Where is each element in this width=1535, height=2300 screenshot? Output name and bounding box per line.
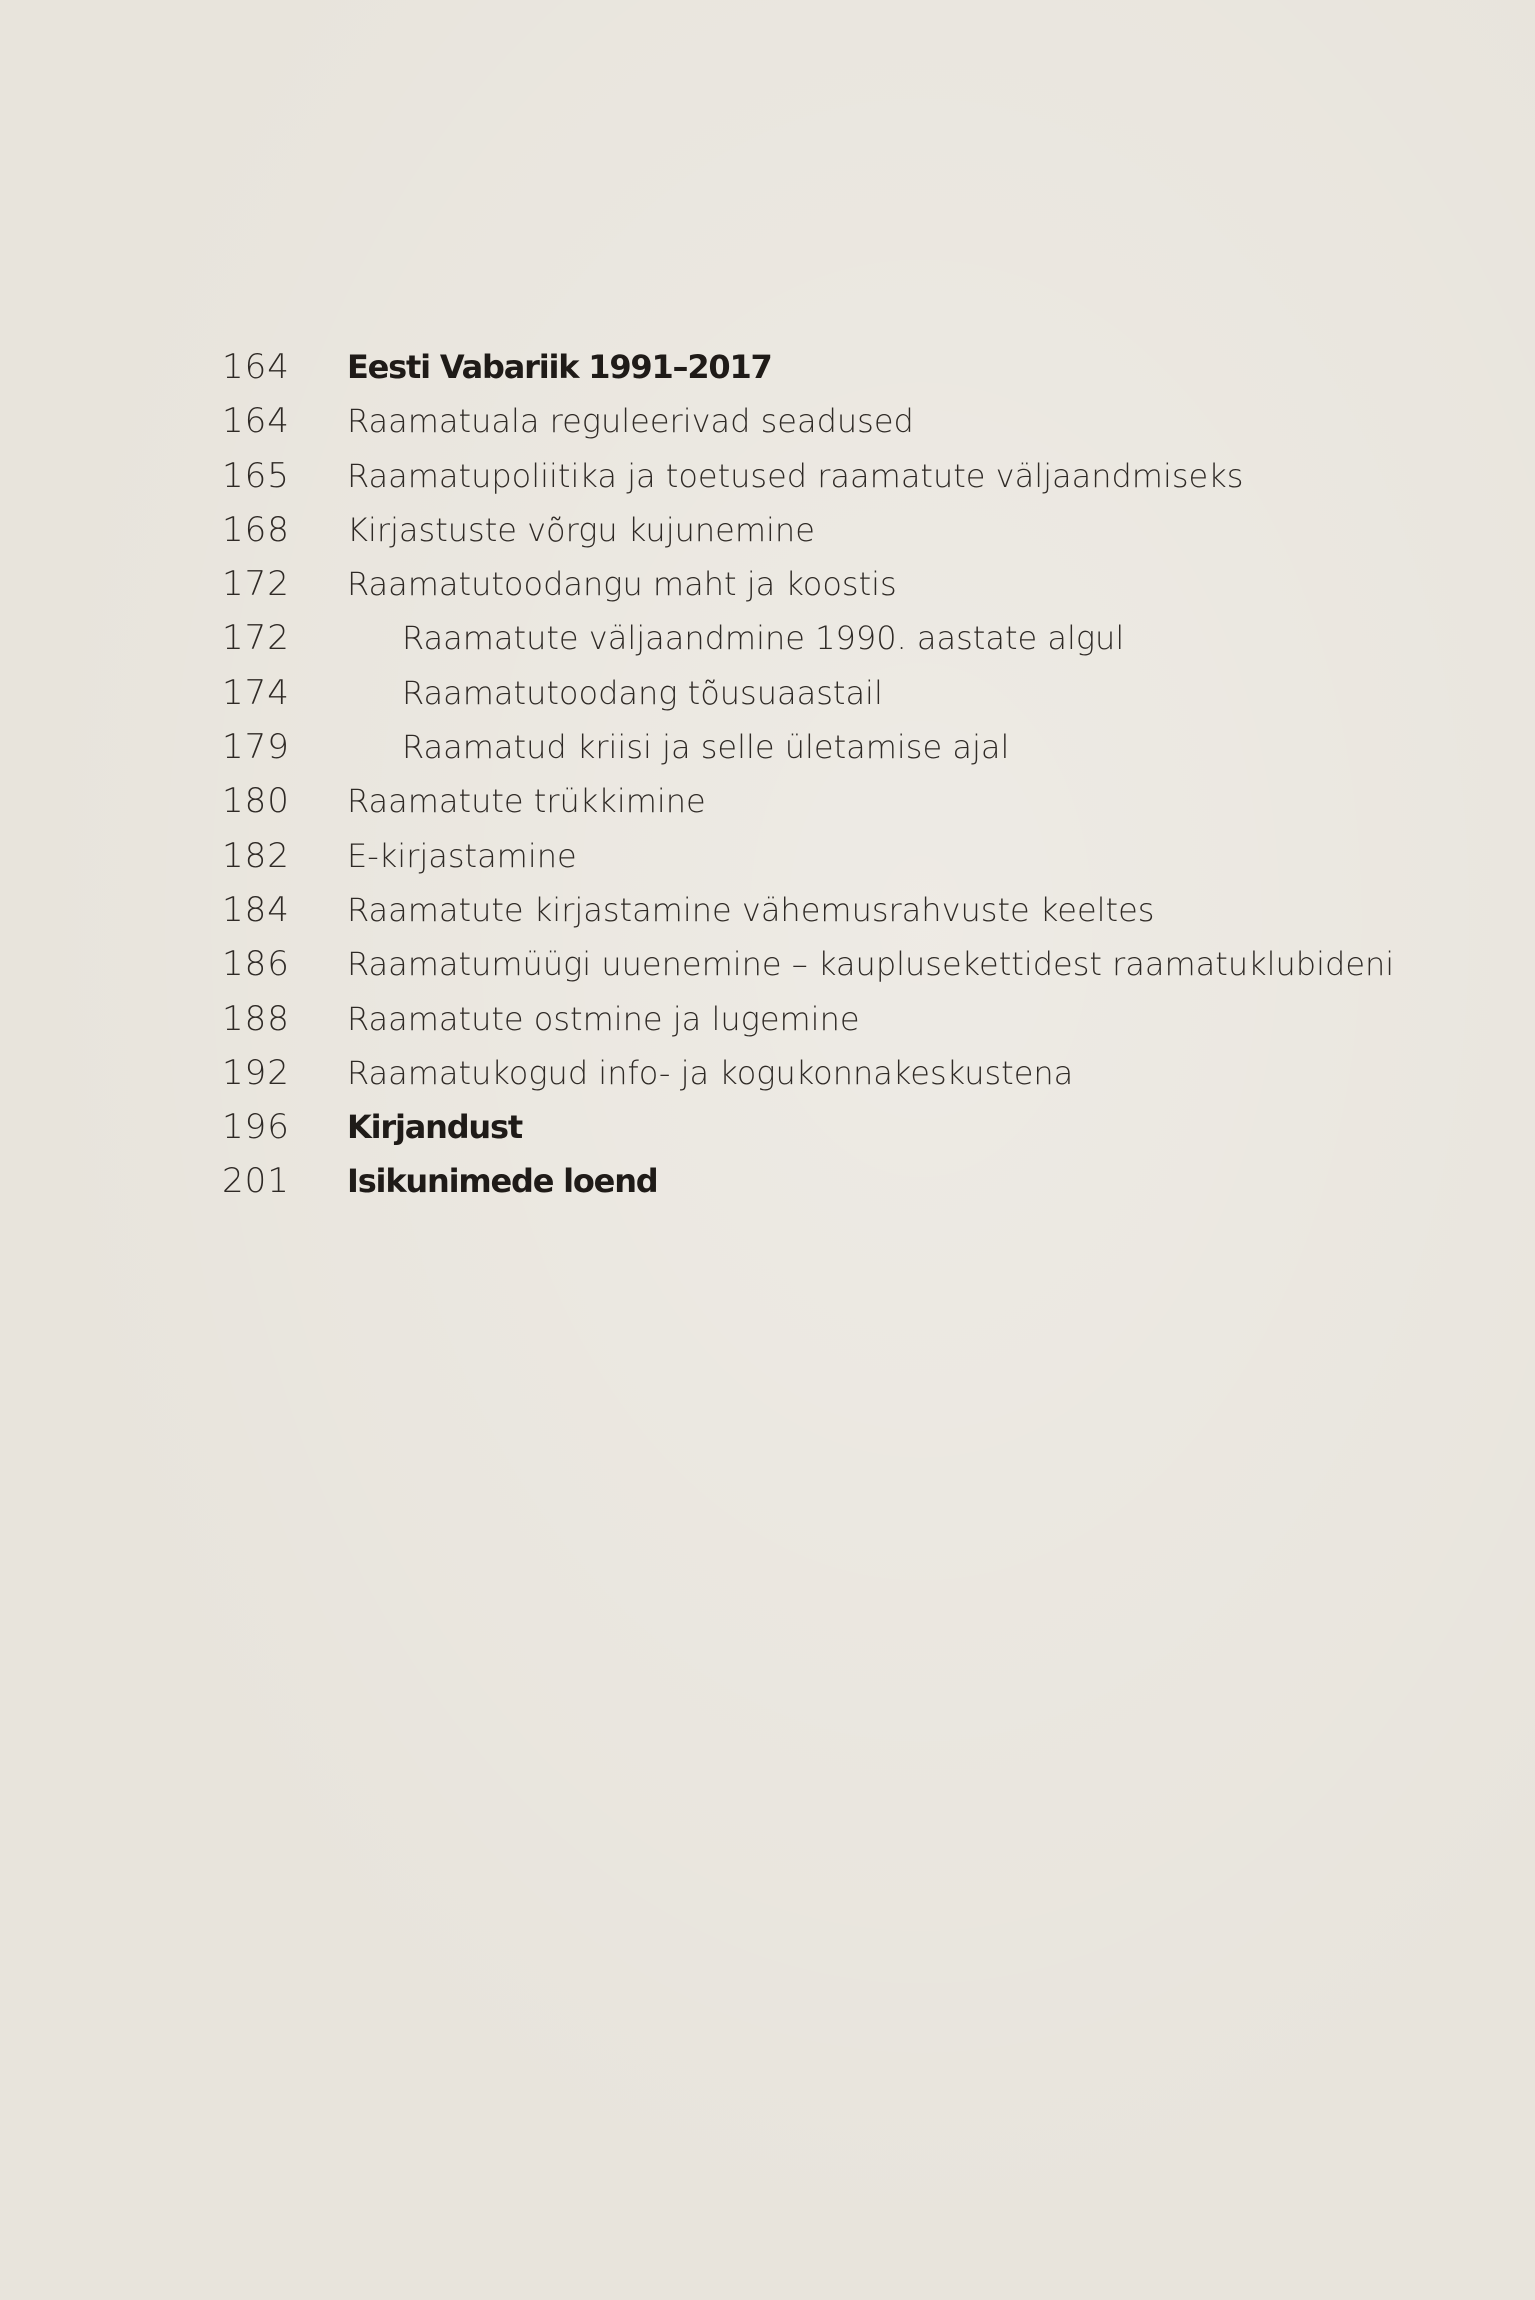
toc-entry[interactable] bbox=[0, 1100, 1535, 1154]
toc-title: Raamatute trükkimine bbox=[347, 782, 706, 821]
toc-entry[interactable] bbox=[0, 992, 1535, 1046]
toc-subtitle: Raamatud kriisi ja selle ületamise ajal bbox=[402, 728, 1010, 767]
toc-entry[interactable] bbox=[0, 774, 1535, 828]
toc-entry[interactable] bbox=[0, 611, 1535, 665]
toc-page-number: 172 bbox=[222, 618, 290, 659]
toc-page-number: 196 bbox=[222, 1107, 290, 1148]
toc-page-number: 192 bbox=[222, 1052, 290, 1093]
toc-page-number: 168 bbox=[222, 509, 290, 550]
toc-section-title: Isikunimede loend bbox=[347, 1162, 658, 1201]
toc-entry[interactable] bbox=[0, 340, 1535, 394]
toc-title: Kirjastuste võrgu kujunemine bbox=[347, 510, 815, 549]
toc-subtitle: Raamatute väljaandmine 1990. aastate algul bbox=[402, 619, 1125, 658]
toc-entry[interactable] bbox=[0, 883, 1535, 937]
toc-entry[interactable] bbox=[0, 720, 1535, 774]
toc-title: Raamatute ostmine ja lugemine bbox=[347, 999, 860, 1038]
toc-page-number: 179 bbox=[222, 727, 290, 768]
toc-page-number: 188 bbox=[222, 998, 290, 1039]
toc-title: Raamatute kirjastamine vähemusrahvuste keeltes bbox=[347, 890, 1155, 929]
toc-page-number: 165 bbox=[222, 455, 290, 496]
toc-page-number: 201 bbox=[222, 1161, 290, 1202]
toc-title: Raamatumüügi uuenemine – kauplusekettidest raamatuklubideni bbox=[347, 945, 1395, 984]
toc-page-number: 164 bbox=[222, 401, 290, 442]
toc-page-number: 172 bbox=[222, 564, 290, 605]
toc-page-number: 182 bbox=[222, 835, 290, 876]
toc-page-number: 186 bbox=[222, 944, 290, 985]
toc-entry[interactable] bbox=[0, 503, 1535, 557]
toc-page-number: 174 bbox=[222, 672, 290, 713]
toc-entry[interactable] bbox=[0, 557, 1535, 611]
toc-page-number: 164 bbox=[222, 347, 290, 387]
toc-title: Raamatukogud info- ja kogukonnakeskustena bbox=[347, 1053, 1074, 1092]
toc-entry[interactable] bbox=[0, 449, 1535, 503]
toc-title: Raamatupoliitika ja toetused raamatute väljaandmiseks bbox=[347, 456, 1244, 495]
toc-section-title: Kirjandust bbox=[347, 1108, 522, 1147]
toc-title: Raamatutoodangu maht ja koostis bbox=[347, 565, 897, 604]
toc-page-number: 184 bbox=[222, 889, 290, 930]
toc-entry[interactable] bbox=[0, 829, 1535, 883]
toc-title: E-kirjastamine bbox=[347, 836, 577, 875]
toc-title: Raamatuala reguleerivad seadused bbox=[347, 402, 914, 441]
toc-entry[interactable] bbox=[0, 937, 1535, 991]
toc-page-number: 180 bbox=[222, 781, 290, 822]
table-of-contents bbox=[0, 340, 1535, 1209]
toc-section-title: Eesti Vabariik 1991–2017 bbox=[347, 348, 772, 386]
toc-entry[interactable] bbox=[0, 1046, 1535, 1100]
toc-subtitle: Raamatutoodang tõusuaastail bbox=[402, 673, 883, 712]
toc-entry[interactable] bbox=[0, 1154, 1535, 1208]
toc-entry[interactable] bbox=[0, 666, 1535, 720]
toc-entry[interactable] bbox=[0, 394, 1535, 448]
